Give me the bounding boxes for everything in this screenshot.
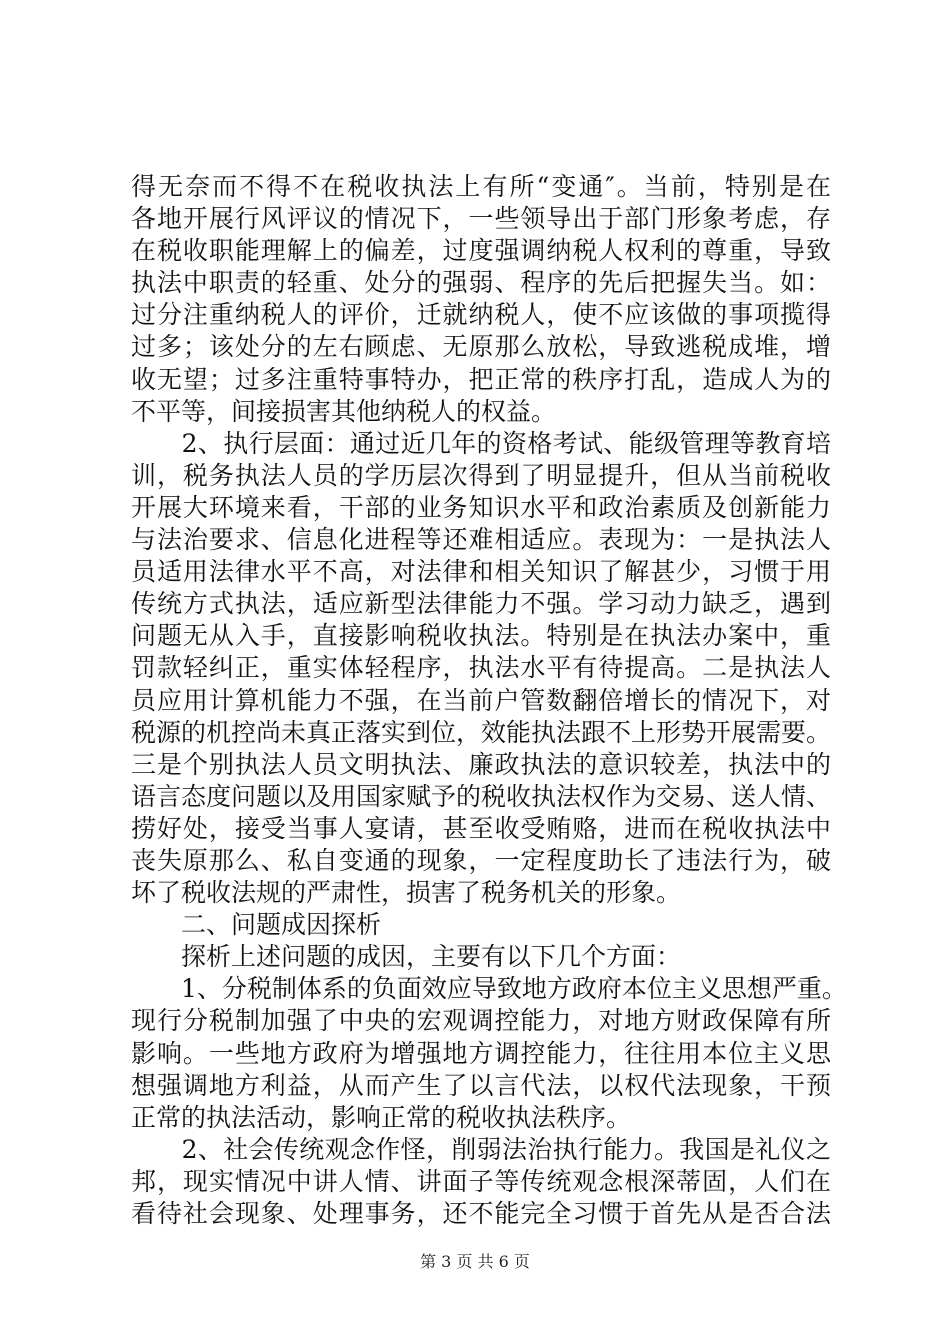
text-line: 丧失原那么、私自变通的现象，一定程度助长了违法行为，破 (131, 845, 831, 875)
text-line: 问题无从入手，直接影响税收执法。特别是在执法办案中，重 (131, 621, 831, 651)
page-footer: 第 3 页 共 6 页 (420, 1252, 530, 1271)
text-line: 看待社会现象、处理事务，还不能完全习惯于首先从是否合法 (131, 1199, 831, 1228)
text-line: 员适用法律水平不高，对法律和相关知识了解甚少，习惯于用 (131, 557, 831, 587)
text-line: 影响。一些地方政府为增强地方调控能力，往往用本位主义思 (131, 1038, 831, 1068)
text-line: 不平等，间接损害其他纳税人的权益。 (131, 396, 557, 426)
text-line: 税源的机控尚未真正落实到位，效能执法跟不上形势开展需要。 (131, 717, 832, 747)
text-line: 想强调地方利益，从而产生了以言代法，以权代法现象，干预 (131, 1070, 831, 1100)
text-line: 过多；该处分的左右顾虑、无原那么放松，导致逃税成堆，增 (131, 332, 831, 362)
text-line: 各地开展行风评议的情况下，一些领导出于部门形象考虑，存 (131, 204, 831, 234)
text-line: 收无望；过多注重特事特办，把正常的秩序打乱，造成人为的 (131, 364, 831, 394)
text-line: 探析上述问题的成因，主要有以下几个方面： (131, 942, 682, 972)
text-line: 2、执行层面：通过近几年的资格考试、能级管理等教育培 (131, 428, 831, 458)
text-line: 在税收职能理解上的偏差，过度强调纳税人权利的尊重，导致 (131, 236, 831, 266)
text-line: 正常的执法活动，影响正常的税收执法秩序。 (131, 1102, 632, 1132)
text-line: 邦，现实情况中讲人情、讲面子等传统观念根深蒂固，人们在 (131, 1166, 831, 1196)
text-line: 二、问题成因探析 (131, 910, 382, 940)
text-line: 传统方式执法，适应新型法律能力不强。学习动力缺乏，遇到 (131, 589, 831, 619)
text-line: 执法中职责的轻重、处分的强弱、程序的先后把握失当。如： (131, 268, 831, 298)
text-line: 捞好处，接受当事人宴请，甚至收受贿赂，进而在税收执法中 (131, 813, 831, 843)
text-line: 三是个别执法人员文明执法、廉政执法的意识较差，执法中的 (131, 749, 831, 779)
text-line: 1、分税制体系的负面效应导致地方政府本位主义思想严重。 (131, 974, 847, 1004)
text-line: 语言态度问题以及用国家赋予的税收执法权作为交易、送人情、 (131, 781, 832, 811)
text-line: 2、社会传统观念作怪，削弱法治执行能力。我国是礼仪之 (131, 1134, 831, 1164)
text-line: 现行分税制加强了中央的宏观调控能力，对地方财政保障有所 (131, 1006, 831, 1036)
text-line: 与法治要求、信息化进程等还难相适应。表现为：一是执法人 (131, 525, 831, 555)
text-line: 坏了税收法规的严肃性，损害了税务机关的形象。 (131, 878, 682, 908)
text-line: 过分注重纳税人的评价，迁就纳税人，使不应该做的事项揽得 (131, 300, 831, 330)
text-line: 开展大环境来看，干部的业务知识水平和政治素质及创新能力 (131, 492, 831, 522)
text-line: 罚款轻纠正，重实体轻程序，执法水平有待提高。二是执法人 (131, 653, 831, 683)
text-line: 得无奈而不得不在税收执法上有所“变通″。当前，特别是在 (131, 172, 831, 201)
document-body (131, 171, 847, 1230)
text-line: 员应用计算机能力不强，在当前户管数翻倍增长的情况下，对 (131, 685, 831, 715)
text-line: 训，税务执法人员的学历层次得到了明显提升，但从当前税收 (131, 460, 831, 490)
